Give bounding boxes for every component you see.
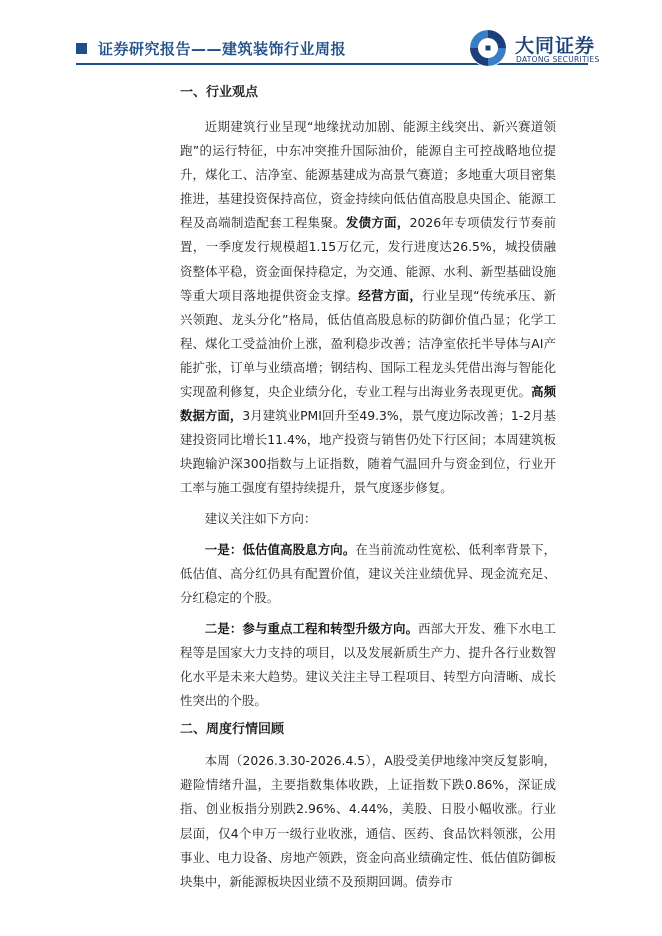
- recommendation-one-title: 一是：低估值高股息方向。: [204, 541, 356, 557]
- bold-lead-bond-issuance: 发债方面，: [345, 215, 410, 231]
- bold-lead-high-frequency-data: 高频数据方面，: [180, 384, 557, 424]
- company-logo: [468, 28, 628, 72]
- paragraph-text: 近期建筑行业呈现“地缘扰动加剧、能源主线突出、新兴赛道领跑”的运行特征，中东冲突推升国际油价，能源自主可控战略地位提升，煤化工、洁净室、能源基建成为高景气赛道；多地重大项目密集推进，基建投资保持高位，资金持续向低估值高股息央国企、能源工程及高端制造配套工程集聚。: [180, 119, 556, 231]
- header-square-bullet: [76, 43, 87, 54]
- recommendation-two-title: 二是：参与重点工程和转型升级方向。: [204, 620, 419, 636]
- logo-english-name: DATONG SECURITIES: [516, 55, 600, 64]
- weekly-review-paragraph: 本周（2026.3.30-2026.4.5），A股受美伊地缘冲突反复影响，避险情绪升温，主要指数集体收跌，上证指数下跌0.86%，深证成指、创业板指分别跌2.96%、4.44%，美股、日股小幅收涨。行业层面，仅4个申万一级行业收涨，通信、医药、食品饮料领涨，公用事业、电力设备、房地产领跌，资金向高业绩确定性、低估值防御板块集中，新能源板块因业绩不及预期回调。债券市: [180, 753, 556, 889]
- report-title: 证券研究报告——建筑装饰行业周报: [98, 40, 347, 58]
- section-heading-weekly-review: 二、周度行情回顾: [180, 722, 285, 738]
- paragraph-text: 行业呈现“传统承压、新兴领跑、龙头分化”格局，低估值高股息标的防御价值凸显；化学工程、煤化工受益油价上涨，盈利稳步改善；洁净室依托半导体与AI产能扩张，订单与业绩高增；钢结构、国际工程龙头凭借出海与智能化实现盈利修复，央企业绩分化，专业工程与出海业务表现更优。: [180, 287, 557, 400]
- recommendation-intro: 建议关注如下方向：: [204, 510, 317, 526]
- logo-chinese-name: 大同证券: [515, 35, 596, 57]
- section-heading-industry-view: 一、行业观点: [180, 85, 259, 100]
- datong-logo-icon: [468, 28, 508, 68]
- report-body: [180, 80, 556, 894]
- recommendation-two: [180, 617, 556, 713]
- recommendation-two-text: 西部大开发、雅下水电工程等是国家大力支持的项目，以及发展新质生产力、提升各行业数智化水平是未来大趋势。建议关注主导工程项目、转型方向清晰、成长性突出的个股。: [180, 620, 557, 709]
- recommendation-one-text: 在当前流动性宽松、低利率背景下，低估值、高分红仍具有配置价值，建议关注业绩优异、现金流充足、分红稳定的个股。: [180, 541, 557, 605]
- industry-view-paragraph: [180, 115, 556, 501]
- paragraph-text: 2026年专项债发行节奏前置，一季度发行规模超1.15万亿元，发行进度达26.5%，城投债融资整体平稳，资金面保持稳定，为交通、能源、水利、新型基础设施等重大项目落地提供资金支撑。: [180, 215, 557, 303]
- bold-lead-operations: 经营方面，: [358, 287, 423, 303]
- paragraph-text: 3月建筑业PMI回升至49.3%，景气度边际改善；1-2月基建投资同比增长11.4%，地产投资与销售仍处下行区间；本周建筑板块跑输沪深300指数与上证指数，随着气温回升与资金到位，行业开工率与施工强度有望持续提升，景气度逐步修复。: [180, 408, 556, 496]
- recommendation-one: [180, 538, 556, 610]
- report-header: [0, 0, 662, 80]
